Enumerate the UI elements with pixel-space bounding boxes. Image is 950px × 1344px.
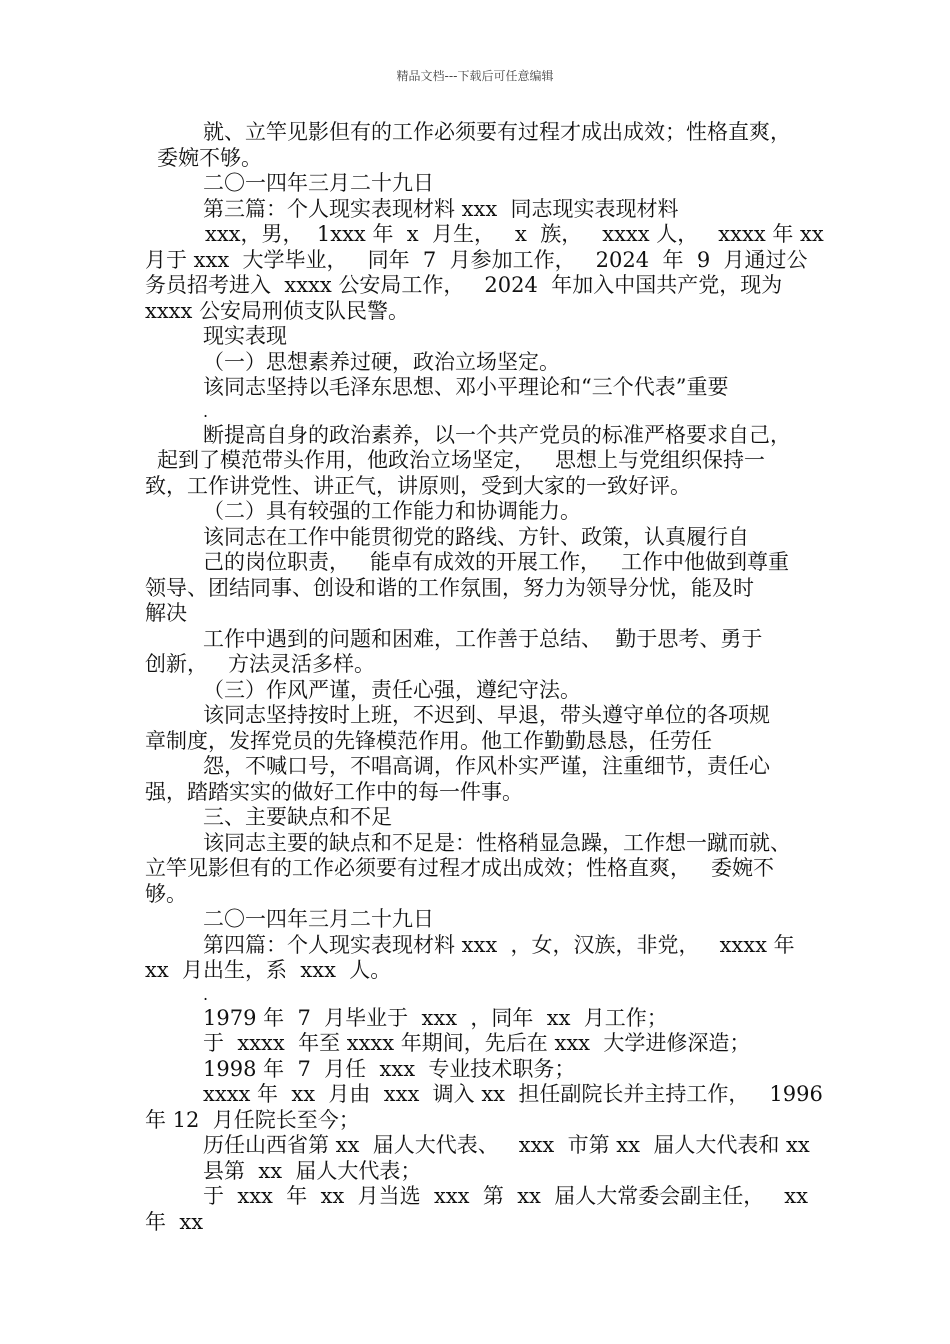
text-line: 年 12 月任院长至今； <box>145 1107 360 1132</box>
text-line: 创新， 方法灵活多样。 <box>145 652 376 676</box>
text-line: 二〇一四年三月二十九日 <box>203 907 434 931</box>
text-line: 领导、团结同事、创设和谐的工作氛围，努力为领导分忧，能及时 <box>145 575 754 600</box>
text-line: 1979 年 7 月毕业于 xxx ，同年 xx 月工作； <box>203 1005 668 1030</box>
section-heading: 现实表现 <box>203 324 287 348</box>
dot-marker: . <box>203 984 209 1004</box>
text-line: 年 xx <box>145 1209 204 1234</box>
text-line: 己的岗位职责， 能卓有成效的开展工作， 工作中他做到尊重 <box>203 550 790 574</box>
text-line: 起到了模范带头作用，他政治立场坚定， 思想上与党组织保持一 <box>157 448 766 472</box>
text-line: 委婉不够。 <box>157 145 262 170</box>
heading-line: 第三篇：个人现实表现材料 xxx 同志现实表现材料 <box>203 196 679 221</box>
text-line: 于 xxx 年 xx 月当选 xxx 第 xx 届人大常委会副主任， xx <box>203 1184 808 1208</box>
text-line: 解决 <box>145 601 187 625</box>
text-line: 于 xxxx 年至 xxxx 年期间，先后在 xxx 大学进修深造； <box>203 1031 751 1055</box>
text-line: 怨，不喊口号，不唱高调，作风朴实严谨，注重细节，责任心 <box>203 754 770 778</box>
text-line: 强，踏踏实实的做好工作中的每一件事。 <box>145 779 523 804</box>
subsection-heading: （一）思想素养过硬，政治立场坚定。 <box>203 349 560 374</box>
section-heading: 三、主要缺点和不足 <box>203 805 392 829</box>
dot-marker: . <box>203 401 209 421</box>
heading-line: 第四篇：个人现实表现材料 xxx ，女，汉族，非党， xxxx 年 <box>203 932 795 957</box>
text-line: 月于 xxx 大学毕业， 同年 7 月参加工作， 2024 年 9 月通过公 <box>145 247 808 272</box>
text-line: 就、立竿见影但有的工作必须要有过程才成出成效；性格直爽， <box>203 120 791 144</box>
text-line: 务员招考进入 xxxx 公安局工作， 2024 年加入中国共产党，现为 <box>145 273 783 297</box>
text-line: 立竿见影但有的工作必须要有过程才成出成效；性格直爽， 委婉不 <box>145 856 775 880</box>
text-line: 该同志坚持按时上班，不迟到、早退，带头遵守单位的各项规 <box>203 703 770 727</box>
text-line: 1998 年 7 月任 xxx 专业技术职务； <box>203 1056 576 1081</box>
text-line: 该同志主要的缺点和不足是：性格稍显急躁，工作想一蹴而就、 <box>203 830 791 855</box>
text-line: 断提高自身的政治素养，以一个共产党员的标准严格要求自己， <box>203 422 791 447</box>
text-line: 县第 xx 届人大代表； <box>203 1158 422 1183</box>
text-line: 章制度，发挥党员的先锋模范作用。他工作勤勤恳恳，任劳任 <box>145 728 712 753</box>
page-header: 精品文档---下载后可任意编辑 <box>396 69 554 83</box>
subsection-heading: （二）具有较强的工作能力和协调能力。 <box>203 499 581 523</box>
text-line: xxx，男， 1xxx 年 x 月生， x 族， xxxx 人， xxxx 年 xx <box>205 222 824 246</box>
document-body <box>145 120 825 1235</box>
text-line: 致，工作讲党性、讲正气，讲原则，受到大家的一致好评。 <box>145 473 691 498</box>
text-line: 历任山西省第 xx 届人大代表、 xxx 市第 xx 届人大代表和 xx <box>203 1133 810 1157</box>
text-line: 够。 <box>145 881 187 906</box>
text-line: 该同志在工作中能贯彻党的路线、方针、政策，认真履行自 <box>203 524 749 549</box>
text-line: 工作中遇到的问题和困难，工作善于总结、 勤于思考、勇于 <box>203 626 763 651</box>
subsection-heading: （三）作风严谨，责任心强，遵纪守法。 <box>203 677 581 702</box>
text-line: xxxx 公安局刑侦支队民警。 <box>145 298 410 323</box>
text-line: xxxx 年 xx 月由 xxx 调入 xx 担任副院长并主持工作， 1996 <box>203 1082 823 1106</box>
text-line: 该同志坚持以毛泽东思想、邓小平理论和“三个代表”重要 <box>203 375 729 399</box>
text-line: xx 月出生，系 xxx 人。 <box>145 958 392 982</box>
text-line: 二〇一四年三月二十九日 <box>203 171 434 195</box>
